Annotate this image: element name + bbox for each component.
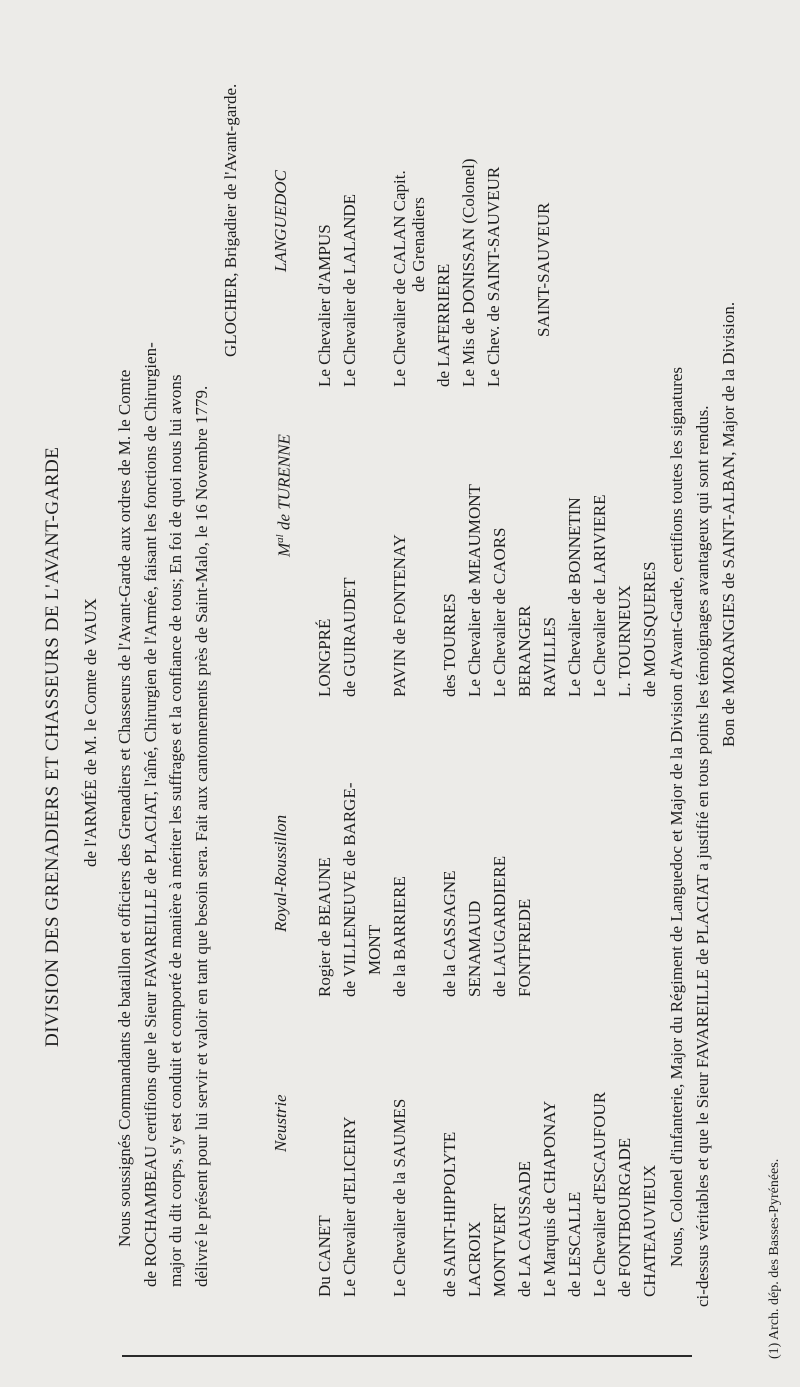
turenne-row: LONGPRÉ <box>315 618 334 697</box>
heading-turenne-rest: de TURENNE <box>274 434 294 531</box>
languedoc-row: Le Chev. de SAINT-SAUVEUR <box>484 166 503 387</box>
languedoc-row: Le Chevalier d'AMPUS <box>315 224 334 387</box>
neustrie-row: de FONTBOURGADE <box>615 1137 634 1297</box>
neustrie-row <box>412 1092 437 1297</box>
turenne-row <box>362 484 387 697</box>
intro-line-3: major du dit corps, s'y est conduit et comporté de manière à mériter les suffrages et la confiance de tous; En foi de quoi nous lui avons <box>166 374 185 1287</box>
neustrie-row <box>287 1092 312 1297</box>
heading-neustrie: Neustrie <box>271 1094 290 1152</box>
heading-languedoc: LANGUEDOC <box>271 169 290 272</box>
heading-royal-roussillon: Royal-Roussillon <box>271 814 290 932</box>
heading-turenne-prefix: M <box>274 542 294 557</box>
roussillon-row: FONTFREDE <box>515 898 534 997</box>
turenne-row: RAVILLES <box>540 617 559 697</box>
closing-line-2: ci-dessus véritables et que le Sieur FAVAREILLE de PLACIAT a justifié en tous points les témoignages avantageux qui sont rendus. <box>692 405 712 1307</box>
closing-line-1: Nous, Colonel d'infanterie, Major du Régiment de Languedoc et Major de la Division d'Avant-Garde, certifions toutes les signatures <box>667 367 686 1267</box>
neustrie-row: de LESCALLE <box>565 1191 584 1297</box>
turenne-row: Le Chevalier de CAORS <box>490 527 509 697</box>
turenne-row: de GUIRAUDET <box>340 577 359 697</box>
footnote: (1) Arch. dép. des Basses-Pyrénées. <box>767 1158 782 1359</box>
turenne-row: BERANGER <box>515 605 534 697</box>
neustrie-row: de SAINT-HIPPOLYTE <box>440 1131 459 1297</box>
document-title: DIVISION DES GRENADIERS ET CHASSEURS DE L'AVANT-GARDE <box>42 446 63 1047</box>
turenne-row: de MOUSQUERES <box>640 561 659 697</box>
neustrie-row: CHATEAUVIEUX <box>640 1164 659 1297</box>
column-royal-roussillon <box>312 782 537 997</box>
column-languedoc <box>312 158 556 387</box>
roussillon-row: MONT <box>365 924 384 975</box>
neustrie-row: Le Chevalier d'ELICEIRY <box>340 1116 359 1297</box>
turenne-row: Le Chevalier de MEAUMONT <box>465 484 484 697</box>
languedoc-row: de LAFERRIERE <box>434 263 453 387</box>
roussillon-row: Rogier de BEAUNE <box>315 857 334 997</box>
neustrie-row: Le Marquis de CHAPONAY <box>540 1100 559 1297</box>
languedoc-row: Le Mis de DONISSAN (Colonel) <box>459 158 478 387</box>
roussillon-row: de VILLENEUVE de BARGE- <box>340 782 359 997</box>
intro-line-1: Nous soussignés Commandants de bataillon et officiers des Grenadiers et Chasseurs de l'Avant-Garde aux ordres de M. le Comte <box>115 369 134 1247</box>
heading-turenne <box>268 434 297 557</box>
intro-line-4: délivré le présent pour lui servir et valoir en tant que besoin sera. Fait aux cantonnements près de Saint-Malo, le 16 Novembre 1779. <box>191 385 211 1287</box>
turenne-row: des TOURRES <box>440 593 459 697</box>
languedoc-row: Le Chevalier de LALANDE <box>340 193 359 387</box>
intro-paragraph <box>112 37 214 1287</box>
languedoc-row: de Grenadiers <box>409 197 428 292</box>
neustrie-row: LACROIX <box>465 1221 484 1297</box>
neustrie-row: Le Chevalier de la SAUMES <box>390 1098 409 1297</box>
neustrie-row: Le Chevalier d'ESCAUFOUR <box>590 1091 609 1297</box>
margin-rule <box>122 1355 692 1357</box>
roussillon-row: de la CASSAGNE <box>440 870 459 997</box>
intro-line-2: de ROCHAMBEAU certifions que le Sieur FAVAREILLE de PLACIAT, l'aîné, Chirurgien de l'Armée, faisant les fonctions de Chirurgien- <box>140 342 160 1287</box>
languedoc-row: SAINT-SAUVEUR <box>534 202 553 337</box>
neustrie-row: MONTVERT <box>490 1203 509 1297</box>
neustrie-row: de LA CAUSSADE <box>515 1160 534 1297</box>
roussillon-row: de LAUGARDIERE <box>490 855 509 997</box>
turenne-row: Le Chevalier de LARIVIERE <box>590 494 609 697</box>
closing-signature: Bon de MORANGIES de SAINT-ALBAN, Major de la Division. <box>719 301 738 747</box>
document-subtitle: de l'ARMÉE de M. le Comte de VAUX <box>81 598 100 867</box>
turenne-row: Le Chevalier de BONNETIN <box>565 497 584 697</box>
turenne-row: L. TOURNEUX <box>615 585 634 697</box>
turenne-row <box>412 484 437 697</box>
heading-turenne-sup: al <box>274 534 286 543</box>
languedoc-row: Le Chevalier de CALAN Capit. <box>390 170 409 387</box>
neustrie-row: Du CANET <box>315 1215 334 1297</box>
languedoc-row <box>362 158 387 387</box>
column-turenne <box>312 484 662 697</box>
roussillon-row: de la BARRIERE <box>390 876 409 997</box>
closing-paragraph <box>664 37 715 1307</box>
neustrie-row <box>362 1092 387 1297</box>
roussillon-row: SENAMAUD <box>465 900 484 997</box>
roussillon-row <box>412 782 437 997</box>
intro-signature: GLOCHER, Brigadier de l'Avant-garde. <box>221 83 240 357</box>
turenne-row: PAVIN de FONTENAY <box>390 534 409 697</box>
column-neustrie <box>287 1092 662 1297</box>
languedoc-row <box>506 158 531 387</box>
